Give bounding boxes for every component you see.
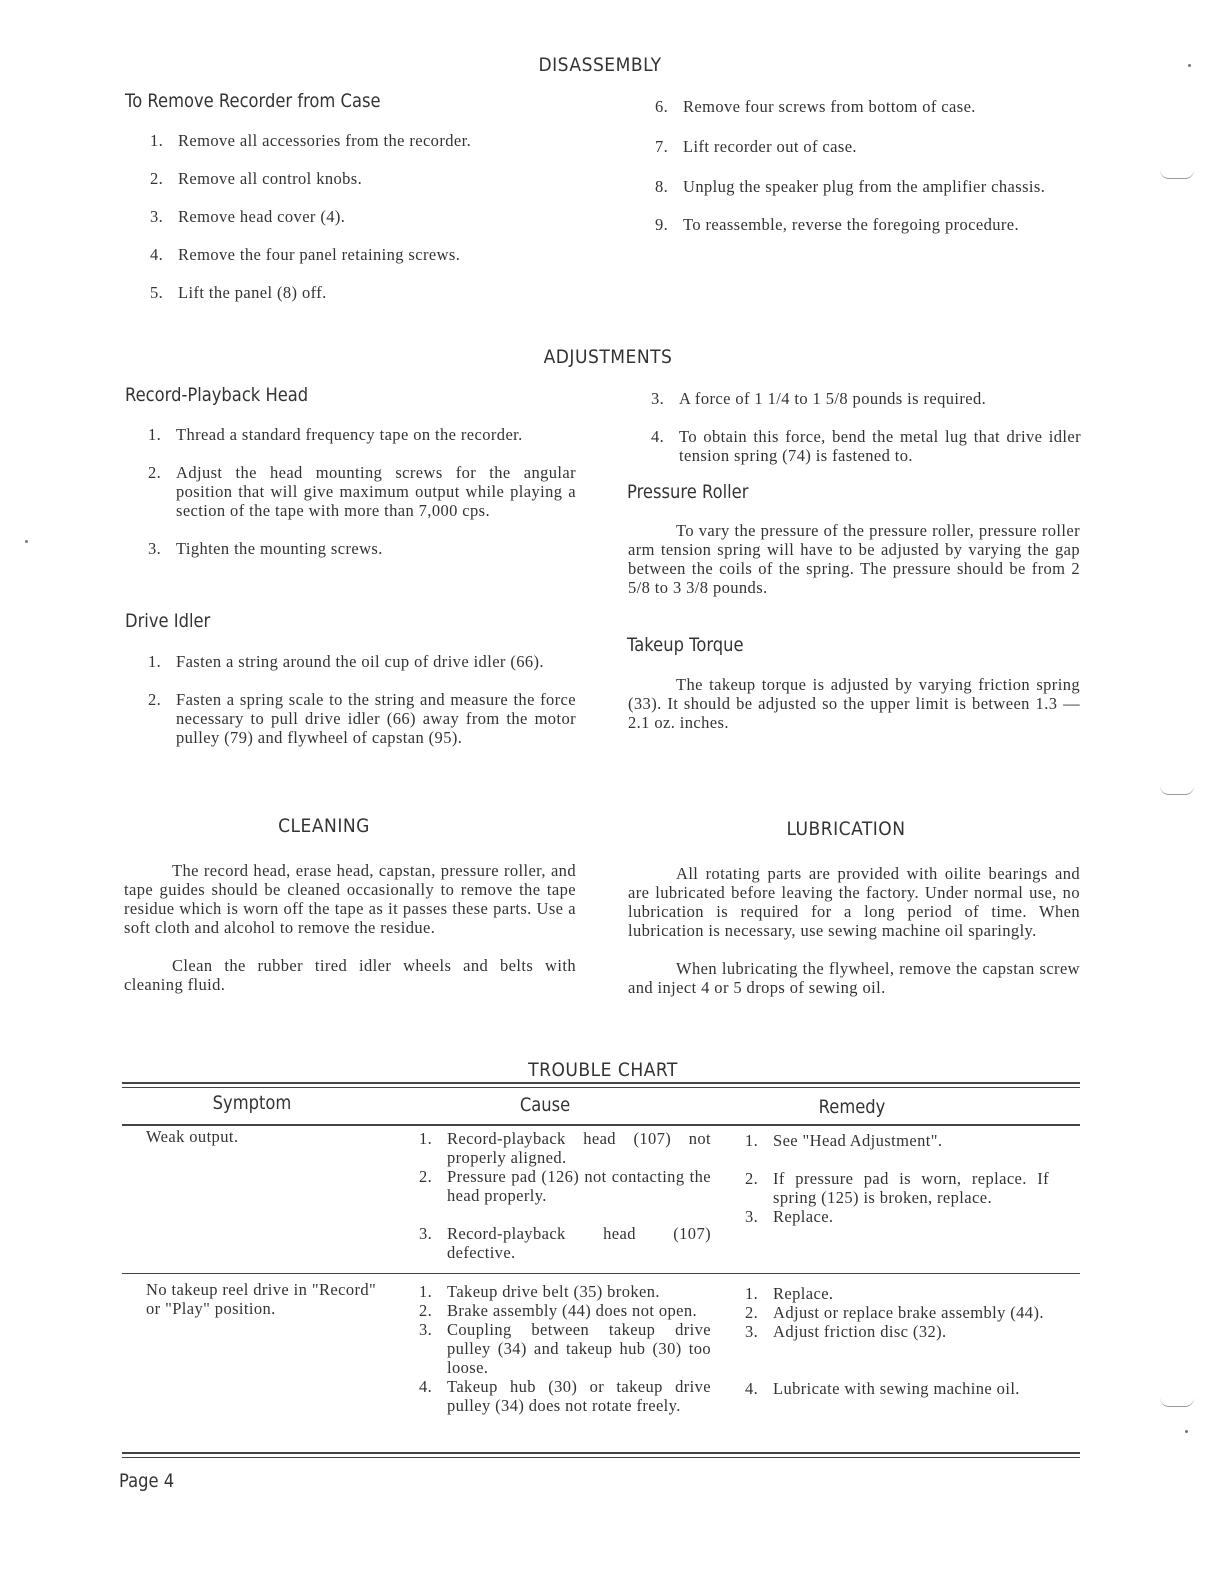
table-row-1-symptom: Weak output.: [146, 1127, 239, 1146]
header-rule: [122, 1124, 1080, 1126]
remedy-header: Remedy: [818, 1096, 886, 1118]
list-item: 7. Lift recorder out of case.: [655, 137, 857, 156]
list-item: 2. Brake assembly (44) does not open.: [419, 1301, 698, 1320]
takeup-torque-subheading: Takeup Torque: [627, 634, 744, 656]
list-item: 3. Coupling between takeup drive pulley (34) and takeup hub (30) too loose.: [419, 1320, 711, 1377]
takeup-torque-text: The takeup torque is adjusted by varying friction spring (33). It should be adjusted so the upper limit is between 1.3 — 2.1 oz. inches.: [628, 675, 1080, 732]
list-item: 1. See "Head Adjustment".: [745, 1131, 943, 1150]
row-divider: [122, 1273, 1080, 1274]
punch-hole-mark: [1160, 170, 1194, 179]
punch-hole-mark: [1160, 786, 1194, 795]
list-item: 2. Remove all control knobs.: [150, 169, 363, 188]
trouble-chart-heading: TROUBLE CHART: [528, 1059, 678, 1081]
table-row-2-causes: [419, 1282, 711, 1415]
lubrication-heading: LUBRICATION: [786, 818, 906, 840]
list-item: 3. Adjust friction disc (32).: [745, 1322, 947, 1341]
disassembly-steps-right: [655, 97, 1087, 234]
list-item: 2. Adjust or replace brake assembly (44).: [745, 1303, 1044, 1322]
list-item: 8. Unplug the speaker plug from the amplifier chassis.: [655, 177, 1046, 196]
table-row-1-remedies: [745, 1131, 1049, 1226]
list-item: 3. Remove head cover (4).: [150, 207, 346, 226]
adjustments-heading: ADJUSTMENTS: [543, 346, 673, 368]
punch-hole-mark: [1160, 1398, 1194, 1407]
list-item: 6. Remove four screws from bottom of case.: [655, 97, 976, 116]
scan-speck: [1188, 64, 1191, 67]
list-item: 3. Record-playback head (107) defective.: [419, 1224, 711, 1262]
list-item: 2. Pressure pad (126) not contacting the head properly.: [419, 1167, 711, 1205]
table-top-rule: [122, 1082, 1080, 1084]
drive-idler-steps-right: [651, 389, 1081, 465]
list-item: 1. Thread a standard frequency tape on the recorder.: [148, 425, 523, 444]
list-item: 4. To obtain this force, bend the metal lug that drive idler tension spring (74) is fastened to.: [651, 427, 1081, 465]
list-item: 1. Record-playback head (107) not properly aligned.: [419, 1129, 711, 1167]
pressure-roller-text: To vary the pressure of the pressure roller, pressure roller arm tension spring will have to be adjusted by varying the gap between the coils of the spring. The pressure should be from 2 5/8 to 3 3/8 pounds.: [628, 521, 1080, 597]
drive-idler-subheading: Drive Idler: [125, 610, 211, 632]
cleaning-heading: CLEANING: [278, 815, 370, 837]
disassembly-heading: DISASSEMBLY: [538, 54, 662, 76]
table-row-1-causes: [419, 1129, 711, 1262]
disassembly-steps-left: [150, 131, 570, 302]
record-playback-head-steps: [148, 425, 576, 558]
scan-speck: [1185, 1430, 1188, 1433]
pressure-roller-subheading: Pressure Roller: [627, 481, 749, 503]
list-item: 3. A force of 1 1/4 to 1 5/8 pounds is required.: [651, 389, 987, 408]
list-item: 4. Lubricate with sewing machine oil.: [745, 1379, 1020, 1398]
table-row-2-remedies: [745, 1284, 1049, 1398]
table-top-rule-thin: [122, 1087, 1080, 1088]
lubrication-text: All rotating parts are provided with oilite bearings and are lubricated before leaving the factory. Under normal use, no lubrication is required for a long period of time. When lubrication is necessary, use sewing machine oil sparingly. When lubricating the flywheel, remove the capstan screw and inject 4 or 5 drops of sewing oil.: [628, 864, 1080, 997]
record-playback-head-subheading: Record-Playback Head: [125, 384, 309, 406]
list-item: 1. Takeup drive belt (35) broken.: [419, 1282, 660, 1301]
table-row-2-symptom: No takeup reel drive in "Record" or "Play" position.: [146, 1280, 377, 1318]
drive-idler-steps-left: [148, 652, 576, 747]
list-item: 1. Fasten a string around the oil cup of drive idler (66).: [148, 652, 544, 671]
list-item: 4. Remove the four panel retaining screws.: [150, 245, 461, 264]
cause-header: Cause: [519, 1094, 571, 1116]
list-item: 1. Remove all accessories from the recorder.: [150, 131, 472, 150]
remove-recorder-subheading: To Remove Recorder from Case: [125, 90, 381, 112]
list-item: 3. Replace.: [745, 1207, 834, 1226]
list-item: 2. Adjust the head mounting screws for the angular position that will give maximum output while playing a section of the tape with more than 7,000 cps.: [148, 463, 576, 520]
list-item: 1. Replace.: [745, 1284, 834, 1303]
scan-speck: [25, 540, 28, 543]
list-item: 2. Fasten a spring scale to the string and measure the force necessary to pull drive idler (66) away from the motor pulley (79) and flywheel of capstan (95).: [148, 690, 576, 747]
list-item: 2. If pressure pad is worn, replace. If spring (125) is broken, replace.: [745, 1169, 1049, 1207]
list-item: 4. Takeup hub (30) or takeup drive pulley (34) does not rotate freely.: [419, 1377, 711, 1415]
list-item: 5. Lift the panel (8) off.: [150, 283, 327, 302]
symptom-header: Symptom: [212, 1092, 292, 1114]
table-bottom-rule-thin: [122, 1457, 1080, 1458]
list-item: 3. Tighten the mounting screws.: [148, 539, 383, 558]
page-number: Page 4: [119, 1470, 175, 1492]
table-bottom-rule: [122, 1452, 1080, 1454]
cleaning-text: The record head, erase head, capstan, pressure roller, and tape guides should be cleaned occasionally to remove the tape residue which is worn off the tape as it passes these parts. Use a soft cloth and alcohol to remove the residue. Clean the rubber tired idler wheels and belts with cleaning fluid.: [124, 861, 576, 994]
list-item: 9. To reassemble, reverse the foregoing procedure.: [655, 215, 1020, 234]
